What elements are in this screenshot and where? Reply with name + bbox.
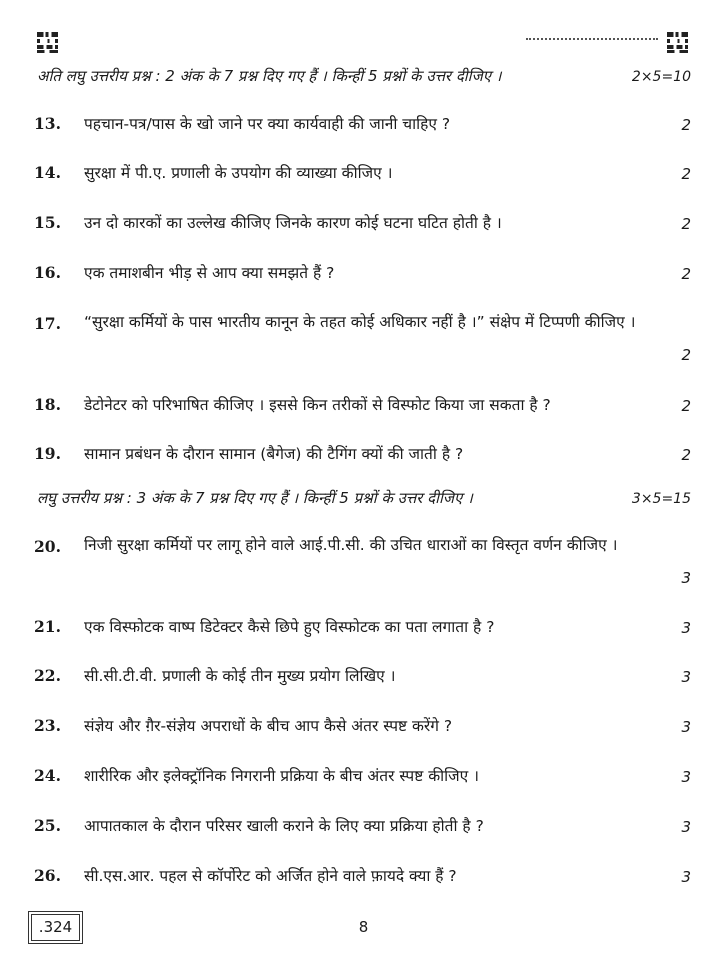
question-marks: 3 xyxy=(681,818,691,836)
section-instruction: लघु उत्तरीय प्रश्न : 3 अंक के 7 प्रश्न दिए गए हैं । किन्हीं 5 प्रश्नों के उत्तर दीजिए । xyxy=(37,489,473,507)
section-instruction: अति लघु उत्तरीय प्रश्न : 2 अंक के 7 प्रश्न दिए गए हैं । किन्हीं 5 प्रश्नों के उत्तर दीजिए । xyxy=(37,67,502,85)
question-number: 21. xyxy=(34,617,61,636)
question-text: डेटोनेटर को परिभाषित कीजिए । इससे किन तरीकों से विस्फोट किया जा सकता है ? xyxy=(84,396,551,414)
question-number: 22. xyxy=(34,666,61,685)
question-number: 25. xyxy=(34,816,61,835)
question-marks: 3 xyxy=(681,768,691,786)
question-number: 13. xyxy=(34,114,61,133)
question-marks: 2 xyxy=(681,265,691,283)
section-header-short xyxy=(37,488,691,508)
header-dotted-line xyxy=(526,38,658,40)
question-text: शारीरिक और इलेक्ट्रॉनिक निगरानी प्रक्रिया के बीच अंतर स्पष्ट कीजिए । xyxy=(84,767,479,785)
question-marks: 3 xyxy=(681,569,691,587)
question-marks: 3 xyxy=(681,668,691,686)
paper-code-box: .324 xyxy=(31,914,80,941)
question-text: एक विस्फोटक वाष्प डिटेक्टर कैसे छिपे हुए विस्फोटक का पता लगाता है ? xyxy=(84,618,495,636)
question-marks: 3 xyxy=(681,718,691,736)
question-number: 16. xyxy=(34,263,61,282)
question-text: सी.सी.टी.वी. प्रणाली के कोई तीन मुख्य प्रयोग लिखिए । xyxy=(84,667,396,685)
question-text: सामान प्रबंधन के दौरान सामान (बैगेज) की टैगिंग क्यों की जाती है ? xyxy=(84,445,464,463)
section-marks: 2×5=10 xyxy=(631,69,691,85)
question-text: “सुरक्षा कर्मियों के पास भारतीय कानून के तहत कोई अधिकार नहीं है ।” संक्षेप में टिप्पणी कीजिए । xyxy=(84,313,636,331)
question-number: 15. xyxy=(34,213,61,232)
qr-code-right xyxy=(667,32,688,53)
question-number: 17. xyxy=(34,314,61,333)
question-marks: 2 xyxy=(681,165,691,183)
question-text: निजी सुरक्षा कर्मियों पर लागू होने वाले आई.पी.सी. की उचित धाराओं का विस्तृत वर्णन कीजिए । xyxy=(84,536,618,554)
question-marks: 2 xyxy=(681,116,691,134)
question-number: 20. xyxy=(34,537,61,556)
question-text: पहचान-पत्र/पास के खो जाने पर क्या कार्यवाही की जानी चाहिए ? xyxy=(84,115,451,133)
question-marks: 2 xyxy=(681,446,691,464)
question-marks: 2 xyxy=(681,397,691,415)
question-number: 14. xyxy=(34,163,61,182)
qr-code-left xyxy=(37,32,58,53)
question-marks: 3 xyxy=(681,619,691,637)
question-number: 24. xyxy=(34,766,61,785)
question-number: 26. xyxy=(34,866,61,885)
question-text: सुरक्षा में पी.ए. प्रणाली के उपयोग की व्याख्या कीजिए । xyxy=(84,164,393,182)
question-number: 23. xyxy=(34,716,61,735)
question-text: उन दो कारकों का उल्लेख कीजिए जिनके कारण कोई घटना घटित होती है । xyxy=(84,214,502,232)
page-number: 8 xyxy=(358,918,369,936)
question-text: एक तमाशबीन भीड़ से आप क्या समझते हैं ? xyxy=(84,264,335,282)
question-text: आपातकाल के दौरान परिसर खाली कराने के लिए क्या प्रक्रिया होती है ? xyxy=(84,817,484,835)
question-number: 18. xyxy=(34,395,61,414)
section-header-very-short xyxy=(37,66,691,86)
question-marks: 3 xyxy=(681,868,691,886)
question-text: सी.एस.आर. पहल से कॉर्पोरेट को अर्जित होने वाले फ़ायदे क्या हैं ? xyxy=(84,867,457,885)
question-marks: 2 xyxy=(681,215,691,233)
question-number: 19. xyxy=(34,444,61,463)
section-marks: 3×5=15 xyxy=(631,491,691,507)
question-text: संज्ञेय और ग़ैर-संज्ञेय अपराधों के बीच आप कैसे अंतर स्पष्ट करेंगे ? xyxy=(84,717,453,735)
question-marks: 2 xyxy=(681,346,691,364)
